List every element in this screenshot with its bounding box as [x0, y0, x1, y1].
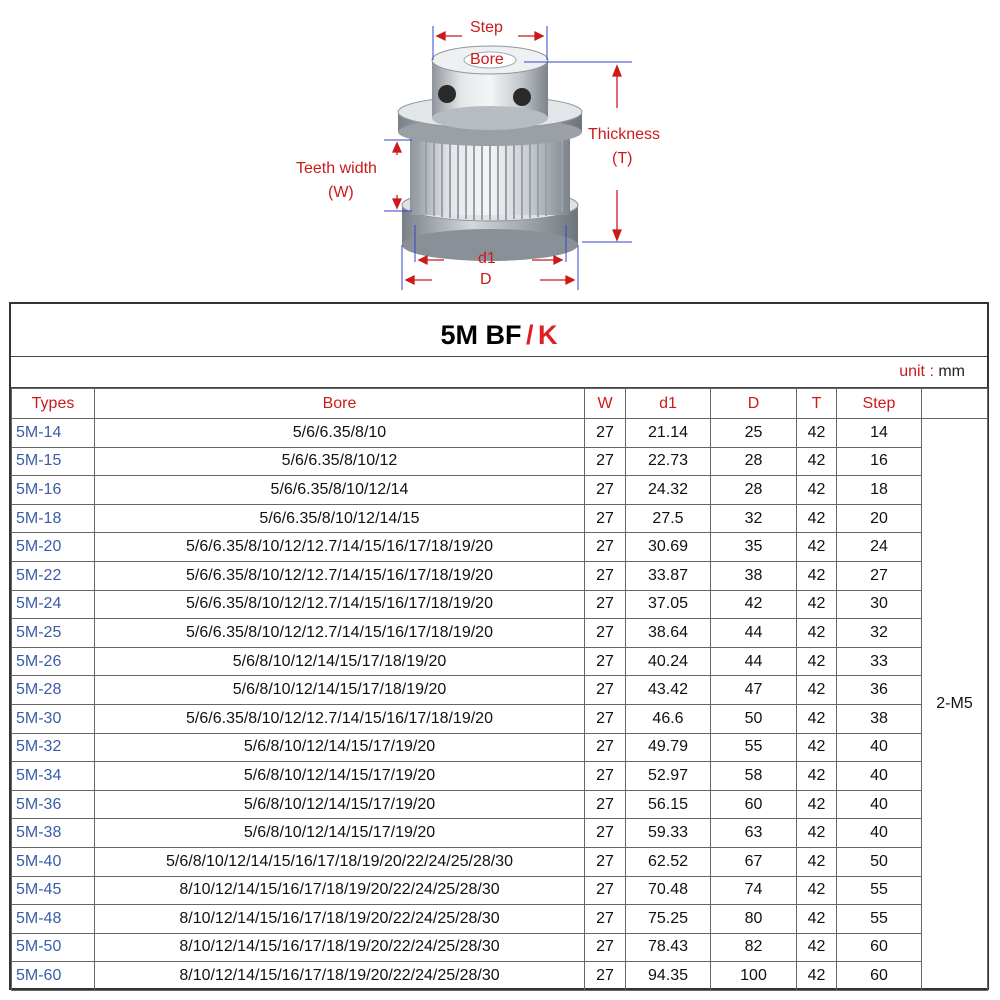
row-d1: 40.24: [626, 647, 711, 676]
row-d1: 33.87: [626, 561, 711, 590]
table-row: [12, 819, 988, 848]
table-row: [12, 476, 988, 505]
row-type: 5M-30: [12, 704, 95, 733]
row-t: 42: [797, 962, 837, 991]
row-type: 5M-28: [12, 676, 95, 705]
table-row: [12, 447, 988, 476]
row-bore: 5/6/8/10/12/14/15/16/17/18/19/20/22/24/25/28/30: [95, 847, 585, 876]
row-t: 42: [797, 561, 837, 590]
row-bore: 5/6/8/10/12/14/15/17/19/20: [95, 762, 585, 791]
row-w: 27: [585, 476, 626, 505]
D-label: D: [480, 271, 492, 288]
thickness-symbol: (T): [612, 150, 633, 167]
row-d1: 21.14: [626, 419, 711, 448]
table-row: [12, 590, 988, 619]
row-D: 74: [711, 876, 797, 905]
header-screw: [922, 389, 988, 419]
row-step: 36: [837, 676, 922, 705]
row-D: 35: [711, 533, 797, 562]
row-step: 38: [837, 704, 922, 733]
row-t: 42: [797, 933, 837, 962]
row-d1: 75.25: [626, 905, 711, 934]
row-D: 42: [711, 590, 797, 619]
row-d1: 46.6: [626, 704, 711, 733]
row-D: 80: [711, 905, 797, 934]
row-d1: 94.35: [626, 962, 711, 991]
table-row: [12, 905, 988, 934]
row-bore: 5/6/6.35/8/10: [95, 419, 585, 448]
table-row: [12, 733, 988, 762]
row-D: 55: [711, 733, 797, 762]
table-row: [12, 933, 988, 962]
row-step: 14: [837, 419, 922, 448]
row-w: 27: [585, 704, 626, 733]
row-D: 50: [711, 704, 797, 733]
row-bore: 5/6/8/10/12/14/15/17/19/20: [95, 819, 585, 848]
row-D: 67: [711, 847, 797, 876]
row-step: 40: [837, 762, 922, 791]
pulley-illustration: [0, 0, 1000, 300]
row-type: 5M-14: [12, 419, 95, 448]
table-row: [12, 704, 988, 733]
row-D: 28: [711, 447, 797, 476]
row-bore: 5/6/6.35/8/10/12/12.7/14/15/16/17/18/19/20: [95, 561, 585, 590]
row-w: 27: [585, 619, 626, 648]
row-step: 55: [837, 905, 922, 934]
row-w: 27: [585, 790, 626, 819]
unit-row: [11, 357, 987, 388]
row-t: 42: [797, 733, 837, 762]
header-w: W: [585, 389, 626, 419]
row-bore: 8/10/12/14/15/16/17/18/19/20/22/24/25/28/30: [95, 962, 585, 991]
table-row: [12, 619, 988, 648]
row-w: 27: [585, 847, 626, 876]
row-w: 27: [585, 647, 626, 676]
row-t: 42: [797, 504, 837, 533]
row-type: 5M-36: [12, 790, 95, 819]
title-suffix: K: [537, 320, 558, 350]
row-type: 5M-22: [12, 561, 95, 590]
row-type: 5M-50: [12, 933, 95, 962]
row-d1: 22.73: [626, 447, 711, 476]
row-D: 32: [711, 504, 797, 533]
row-step: 55: [837, 876, 922, 905]
row-step: 40: [837, 733, 922, 762]
row-d1: 43.42: [626, 676, 711, 705]
row-d1: 70.48: [626, 876, 711, 905]
row-bore: 5/6/6.35/8/10/12: [95, 447, 585, 476]
header-t: T: [797, 389, 837, 419]
table-row: [12, 762, 988, 791]
row-w: 27: [585, 819, 626, 848]
row-d1: 24.32: [626, 476, 711, 505]
row-d1: 59.33: [626, 819, 711, 848]
row-d1: 30.69: [626, 533, 711, 562]
row-bore: 8/10/12/14/15/16/17/18/19/20/22/24/25/28/30: [95, 933, 585, 962]
row-w: 27: [585, 933, 626, 962]
row-type: 5M-38: [12, 819, 95, 848]
header-step: Step: [837, 389, 922, 419]
row-bore: 5/6/6.35/8/10/12/12.7/14/15/16/17/18/19/20: [95, 533, 585, 562]
row-t: 42: [797, 905, 837, 934]
row-D: 58: [711, 762, 797, 791]
teeth-width-label: Teeth width: [296, 160, 377, 177]
row-D: 47: [711, 676, 797, 705]
step-label: Step: [470, 19, 503, 36]
pulley-diagram: [0, 0, 1000, 300]
row-bore: 8/10/12/14/15/16/17/18/19/20/22/24/25/28/30: [95, 905, 585, 934]
header-D: D: [711, 389, 797, 419]
row-step: 32: [837, 619, 922, 648]
row-d1: 38.64: [626, 619, 711, 648]
row-d1: 27.5: [626, 504, 711, 533]
row-d1: 52.97: [626, 762, 711, 791]
spec-table: [9, 302, 989, 990]
row-D: 60: [711, 790, 797, 819]
row-t: 42: [797, 419, 837, 448]
row-D: 44: [711, 619, 797, 648]
row-type: 5M-25: [12, 619, 95, 648]
table-row: [12, 676, 988, 705]
row-bore: 5/6/6.35/8/10/12/12.7/14/15/16/17/18/19/20: [95, 704, 585, 733]
row-d1: 56.15: [626, 790, 711, 819]
row-type: 5M-26: [12, 647, 95, 676]
row-t: 42: [797, 619, 837, 648]
row-D: 63: [711, 819, 797, 848]
row-D: 100: [711, 962, 797, 991]
row-type: 5M-20: [12, 533, 95, 562]
row-w: 27: [585, 876, 626, 905]
bore-label: Bore: [470, 51, 504, 68]
row-t: 42: [797, 533, 837, 562]
row-t: 42: [797, 704, 837, 733]
row-step: 40: [837, 790, 922, 819]
row-step: 18: [837, 476, 922, 505]
row-bore: 5/6/6.35/8/10/12/14: [95, 476, 585, 505]
row-step: 16: [837, 447, 922, 476]
header-types: Types: [12, 389, 95, 419]
row-bore: 5/6/6.35/8/10/12/12.7/14/15/16/17/18/19/20: [95, 619, 585, 648]
row-d1: 49.79: [626, 733, 711, 762]
spec-grid: [11, 388, 988, 991]
row-step: 60: [837, 962, 922, 991]
row-w: 27: [585, 504, 626, 533]
row-D: 38: [711, 561, 797, 590]
unit-note: [899, 363, 965, 381]
set-screw-icon: [438, 85, 456, 103]
row-bore: 5/6/8/10/12/14/15/17/19/20: [95, 790, 585, 819]
table-row: [12, 533, 988, 562]
row-t: 42: [797, 590, 837, 619]
table-row: [12, 847, 988, 876]
screw-note: 2-M5: [922, 419, 988, 991]
unit-value: mm: [938, 363, 965, 380]
table-row: [12, 790, 988, 819]
row-t: 42: [797, 447, 837, 476]
row-w: 27: [585, 962, 626, 991]
table-title: [11, 304, 987, 357]
d1-label: d1: [478, 250, 496, 267]
row-t: 42: [797, 819, 837, 848]
row-type: 5M-32: [12, 733, 95, 762]
row-d1: 37.05: [626, 590, 711, 619]
row-type: 5M-16: [12, 476, 95, 505]
row-step: 40: [837, 819, 922, 848]
row-step: 20: [837, 504, 922, 533]
row-w: 27: [585, 905, 626, 934]
row-d1: 78.43: [626, 933, 711, 962]
row-t: 42: [797, 676, 837, 705]
title-slash: /: [525, 320, 534, 350]
row-step: 60: [837, 933, 922, 962]
header-d1: d1: [626, 389, 711, 419]
row-type: 5M-34: [12, 762, 95, 791]
teeth-width-symbol: (W): [328, 184, 354, 201]
row-D: 25: [711, 419, 797, 448]
table-row: [12, 876, 988, 905]
row-step: 27: [837, 561, 922, 590]
row-D: 28: [711, 476, 797, 505]
row-step: 50: [837, 847, 922, 876]
row-t: 42: [797, 476, 837, 505]
row-bore: 5/6/8/10/12/14/15/17/18/19/20: [95, 676, 585, 705]
row-D: 44: [711, 647, 797, 676]
row-step: 33: [837, 647, 922, 676]
row-w: 27: [585, 733, 626, 762]
row-type: 5M-48: [12, 905, 95, 934]
row-w: 27: [585, 533, 626, 562]
row-d1: 62.52: [626, 847, 711, 876]
row-w: 27: [585, 447, 626, 476]
row-type: 5M-60: [12, 962, 95, 991]
row-bore: 5/6/8/10/12/14/15/17/18/19/20: [95, 647, 585, 676]
header-row: [12, 389, 988, 419]
table-row: [12, 647, 988, 676]
table-row: [12, 962, 988, 991]
row-bore: 5/6/6.35/8/10/12/12.7/14/15/16/17/18/19/20: [95, 590, 585, 619]
row-step: 30: [837, 590, 922, 619]
row-w: 27: [585, 762, 626, 791]
row-bore: 5/6/8/10/12/14/15/17/19/20: [95, 733, 585, 762]
row-type: 5M-24: [12, 590, 95, 619]
row-w: 27: [585, 590, 626, 619]
header-bore: Bore: [95, 389, 585, 419]
table-row: [12, 561, 988, 590]
row-t: 42: [797, 847, 837, 876]
row-type: 5M-15: [12, 447, 95, 476]
row-t: 42: [797, 790, 837, 819]
row-type: 5M-45: [12, 876, 95, 905]
set-screw-icon: [513, 88, 531, 106]
row-t: 42: [797, 647, 837, 676]
unit-label: unit :: [899, 363, 934, 380]
row-bore: 5/6/6.35/8/10/12/14/15: [95, 504, 585, 533]
row-t: 42: [797, 762, 837, 791]
table-row: [12, 504, 988, 533]
row-step: 24: [837, 533, 922, 562]
title-main: 5M BF: [440, 320, 522, 350]
row-w: 27: [585, 561, 626, 590]
row-D: 82: [711, 933, 797, 962]
row-t: 42: [797, 876, 837, 905]
table-row: [12, 419, 988, 448]
row-bore: 8/10/12/14/15/16/17/18/19/20/22/24/25/28/30: [95, 876, 585, 905]
row-type: 5M-18: [12, 504, 95, 533]
row-w: 27: [585, 676, 626, 705]
row-type: 5M-40: [12, 847, 95, 876]
row-w: 27: [585, 419, 626, 448]
thickness-label: Thickness: [588, 126, 661, 143]
